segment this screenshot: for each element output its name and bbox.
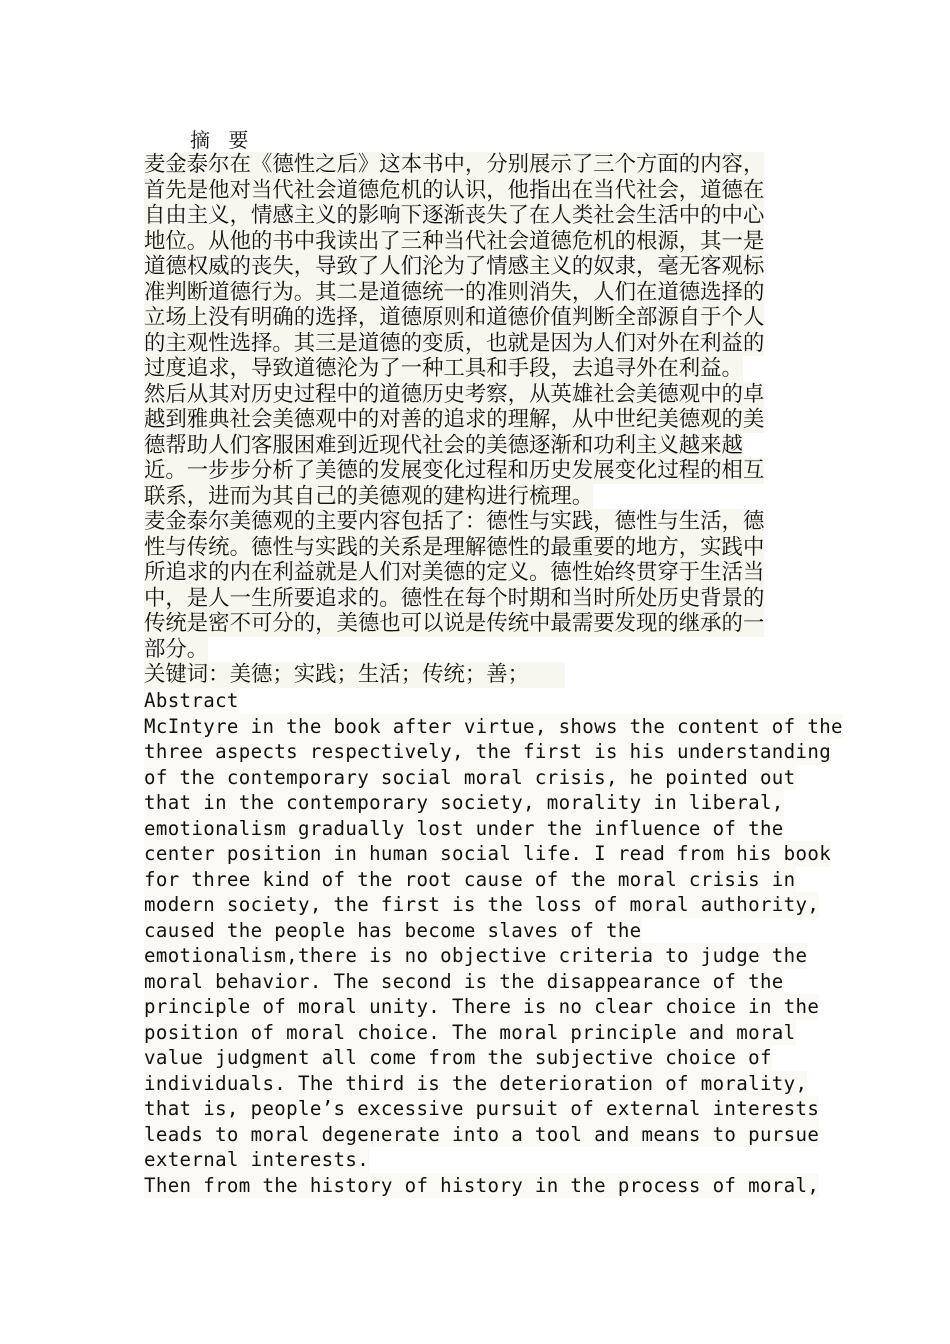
text-line: 所追求的内在利益就是人们对美德的定义。德性始终贯穿于生活当 (144, 560, 765, 585)
text-line: that in the contemporary society, morality in liberal, (144, 791, 784, 814)
chinese-abstract (144, 152, 764, 688)
text-line: that is, people’s excessive pursuit of external interests (144, 1097, 820, 1120)
text-line: individuals. The third is the deterioration of morality, (144, 1071, 808, 1095)
text-line: McIntyre in the book after virtue, shows the content of the (144, 714, 843, 738)
text-line: 性与传统。德性与实践的关系是理解德性的最重要的地方，实践中 (144, 534, 765, 560)
text-line: 的主观性选择。其三是道德的变质，也就是因为人们对外在利益的 (144, 330, 765, 356)
abstract-heading: 摘 要 (190, 128, 255, 152)
text-line: 道德权威的丧失，导致了人们沦为了情感主义的奴隶，毫无客观标 (144, 254, 765, 279)
text-line: 过度追求，导致道德沦为了一种工具和手段，去追寻外在利益。 (144, 356, 743, 381)
text-line: 立场上没有明确的选择，道德原则和道德价值判断全部源自于个人 (144, 305, 765, 330)
text-line: 准判断道德行为。其二是道德统一的准则消失，人们在道德选择的 (144, 279, 765, 305)
english-abstract (144, 688, 843, 1198)
text-line: 德帮助人们客服困难到近现代社会的美德逐渐和功利主义越来越 (144, 432, 743, 458)
abstract-label: Abstract (144, 689, 239, 712)
text-line: 地位。从他的书中我读出了三种当代社会道德危机的根源，其一是 (144, 228, 765, 254)
text-line: 自由主义，情感主义的影响下逐渐丧失了在人类社会生活中的中心 (144, 203, 765, 228)
text-line: position of moral choice. The moral principle and moral (144, 1020, 796, 1044)
text-line: for three kind of the root cause of the moral crisis in (144, 867, 796, 891)
text-line: 中，是人一生所要追求的。德性在每个时期和当时所处历史背景的 (144, 585, 765, 611)
text-line: 然后从其对历史过程中的道德历史考察，从英雄社会美德观中的卓 (144, 381, 765, 407)
keywords-line: 关键词：美德；实践；生活；传统；善； (144, 662, 764, 688)
text-line: moral behavior. The second is the disappearance of the (144, 969, 784, 993)
text-line: center position in human social life. I read from his book (144, 842, 832, 865)
text-line: 首先是他对当代社会道德危机的认识，他指出在当代社会，道德在 (144, 177, 765, 203)
text-line: caused the people has become slaves of the (144, 918, 642, 942)
text-line: external interests. (144, 1148, 370, 1171)
text-line: 近。一步步分析了美德的发展变化过程和历史发展变化过程的相互 (144, 458, 765, 483)
text-line: 麦金泰尔美德观的主要内容包括了：德性与实践，德性与生活，德 (144, 509, 765, 534)
text-line: principle of moral unity. There is no clear choice in the (144, 995, 820, 1018)
text-line: 联系，进而为其自己的美德观的建构进行梳理。 (144, 483, 594, 509)
text-line: three aspects respectively, the first is his understanding (144, 740, 832, 763)
text-line: modern society, the first is the loss of moral authority, (144, 893, 820, 916)
text-line: emotionalism,there is no objective criteria to judge the (144, 944, 808, 967)
text-line: 麦金泰尔在《德性之后》这本书中，分别展示了三个方面的内容， (144, 152, 765, 177)
text-line: of the contemporary social moral crisis, he pointed out (144, 765, 796, 789)
text-line: 越到雅典社会美德观中的对善的追求的理解，从中世纪美德观的美 (144, 407, 765, 432)
text-line: Then from the history of history in the process of moral, (144, 1173, 820, 1197)
text-line: 传统是密不可分的，美德也可以说是传统中最需要发现的继承的一 (144, 611, 765, 636)
text-line: leads to moral degenerate into a tool and means to pursue (144, 1122, 820, 1146)
text-line: 部分。 (144, 636, 209, 662)
text-line: value judgment all come from the subjective choice of (144, 1046, 772, 1069)
text-line: emotionalism gradually lost under the influence of the (144, 816, 784, 840)
